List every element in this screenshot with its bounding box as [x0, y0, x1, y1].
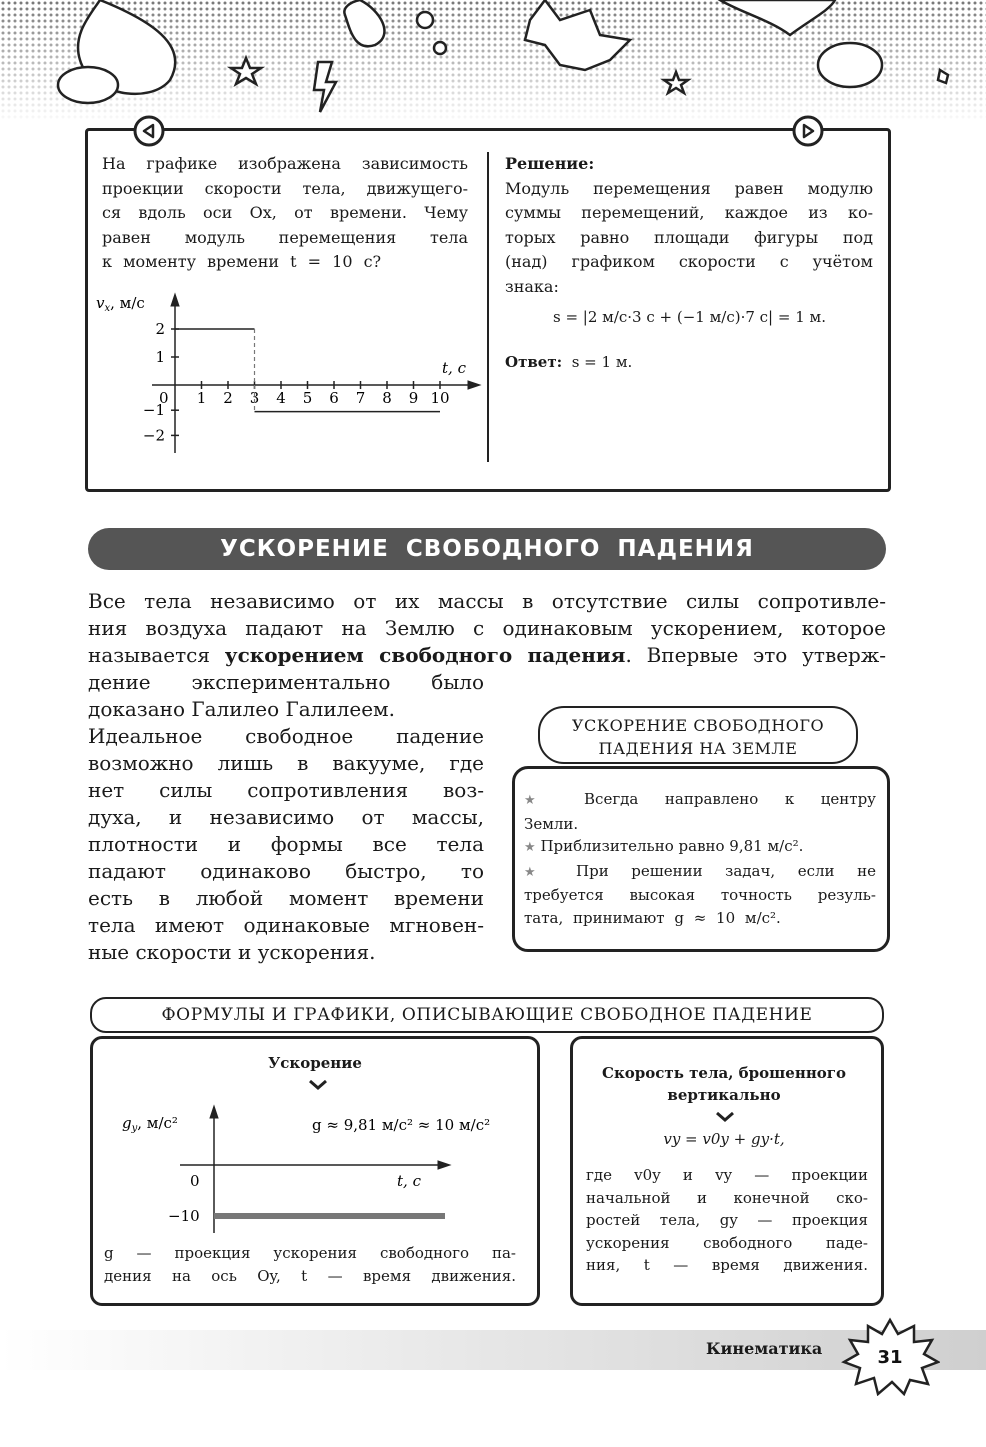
acceleration-caption: g — проекция ускорения свободного па- дения на ось Oy, t — время движения.: [104, 1244, 516, 1285]
solution-line: торых равно площади фигуры под: [505, 227, 873, 247]
task-question-line: равен модуль перемещения тела: [102, 227, 468, 247]
page-number-badge: [840, 1316, 940, 1396]
solution-line: знака:: [505, 276, 559, 296]
x-tick-label: 9: [408, 389, 419, 407]
x-tick-label: 7: [355, 389, 366, 407]
velocity-axis-label: $v_x$, м/с: [96, 294, 145, 314]
speed-title: Скорость тела, брошенного вертикально: [602, 1064, 846, 1104]
origin-label: 0: [190, 1172, 200, 1190]
x-tick-label: 4: [276, 389, 286, 407]
task-question-line: к моменту времени t = 10 с?: [102, 252, 382, 271]
x-tick-label: 10: [430, 389, 450, 407]
y-tick-label: −1: [142, 401, 165, 420]
origin-label: 0: [159, 389, 169, 407]
y-tick-label: −2: [142, 426, 165, 445]
task-solution: [505, 152, 873, 374]
y-tick-label: 1: [155, 348, 165, 366]
answer-value: s = 1 м.: [571, 352, 633, 371]
time-axis-label: t, с: [442, 359, 466, 377]
intro-line: нет силы сопротивления воз-: [88, 778, 484, 802]
velocity-graph: [90, 288, 490, 468]
formulas-title: ФОРМУЛЫ И ГРАФИКИ, ОПИСЫВАЮЩИЕ СВОБОДНОЕ ПАДЕНИЕ: [90, 997, 884, 1033]
intro-line: падают одинаково быстро, то: [88, 859, 484, 883]
intro-line: есть в любой момент времени: [88, 886, 484, 910]
solution-line: Модуль перемещения равен модулю: [505, 178, 873, 198]
answer-label: Ответ:: [505, 352, 563, 371]
intro-line: плотности и формы все тела: [88, 832, 484, 856]
task-divider: [487, 152, 489, 462]
x-tick-label: 8: [382, 389, 392, 407]
term-bold: ускорением свободного падения: [224, 643, 626, 667]
chevron-down-icon: [308, 1078, 328, 1092]
task-question-line: На графике изображена зависимость: [102, 154, 468, 173]
x-tick-label: 5: [302, 389, 313, 407]
list-item: требуется высокая точность резуль-: [524, 886, 876, 905]
task-question: [102, 152, 468, 275]
list-item: тата, принимают g ≈ 10 м/с².: [524, 908, 781, 927]
star-icon: ★: [524, 793, 558, 808]
intro-text: [88, 588, 886, 669]
earth-list: [524, 788, 876, 930]
x-tick-label: 2: [223, 389, 233, 407]
acceleration-axis-label: $g_y$, м/с²: [122, 1114, 178, 1134]
footer-band: [0, 1330, 986, 1370]
intro-line: называется ускорением свободного падения. Впервые это утверж-: [88, 643, 887, 667]
acceleration-graph: [100, 1098, 530, 1243]
intro-line: тела имеют одинаковые мгновен-: [88, 913, 484, 937]
intro-line: Все тела независимо от их массы в отсутствие силы сопротивле-: [88, 589, 886, 613]
top-decoration: [0, 0, 986, 125]
chevron-down-icon: [715, 1110, 735, 1124]
intro-line: дение экспериментально было: [88, 670, 484, 694]
section-title: УСКОРЕНИЕ СВОБОДНОГО ПАДЕНИЯ: [88, 528, 886, 570]
acceleration-title: Ускорение: [268, 1054, 362, 1072]
list-item: Земли.: [524, 814, 579, 833]
speed-formula: vy = v0y + gy·t,: [663, 1130, 785, 1148]
solution-line: (над) графиком скорости с учётом: [505, 252, 873, 271]
page-number: 31: [877, 1347, 903, 1368]
list-item: ★ Всегда направлено к центру: [524, 790, 876, 808]
intro-line: доказано Галилео Галилеем.: [88, 697, 395, 721]
y-tick-label: 2: [155, 320, 165, 338]
intro-column: [88, 669, 484, 966]
x-tick-label: 1: [196, 389, 207, 407]
speed-description: где v0y и vy — проекции начальной и конечной ско- ростей тела, gy — проекция ускорения свободного паде- ния, t — время движения.: [586, 1166, 868, 1274]
solution-line: суммы перемещений, каждое из ко-: [505, 203, 873, 222]
prev-arrow-icon: [132, 114, 166, 148]
star-icon: ★: [524, 864, 554, 880]
intro-line: ния воздуха падают на Землю с одинаковым ускорением, которое: [88, 616, 886, 640]
intro-line: духа, и независимо от массы,: [88, 805, 484, 829]
list-item: ★ Приблизительно равно 9,81 м/с².: [524, 837, 804, 856]
x-tick-label: 6: [329, 389, 339, 407]
task-question-line: ся вдоль оси Ox, от времени. Чему: [102, 203, 468, 222]
solution-formula: s = |2 м/с·3 с + (−1 м/с)·7 с| = 1 м.: [553, 308, 826, 326]
acceleration-formula: g ≈ 9,81 м/с² ≈ 10 м/с²: [312, 1116, 491, 1134]
x-tick-label: 3: [249, 389, 260, 407]
intro-line: возможно лишь в вакууме, где: [88, 751, 484, 775]
earth-box-title: УСКОРЕНИЕ СВОБОДНОГО ПАДЕНИЯ НА ЗЕМЛЕ: [538, 706, 858, 764]
footer-section-label: Кинематика: [706, 1339, 823, 1358]
intro-line: ные скорости и ускорения.: [88, 940, 376, 964]
task-question-line: проекции скорости тела, движущего-: [102, 178, 468, 198]
star-icon: ★: [524, 840, 536, 856]
list-item: ★ При решении задач, если не: [524, 861, 876, 880]
level-label: −10: [168, 1207, 200, 1225]
intro-line: Идеальное свободное падение: [88, 724, 484, 748]
solution-title: Решение:: [505, 154, 595, 173]
time-axis-label: t, с: [397, 1172, 421, 1190]
next-arrow-icon: [791, 114, 825, 148]
